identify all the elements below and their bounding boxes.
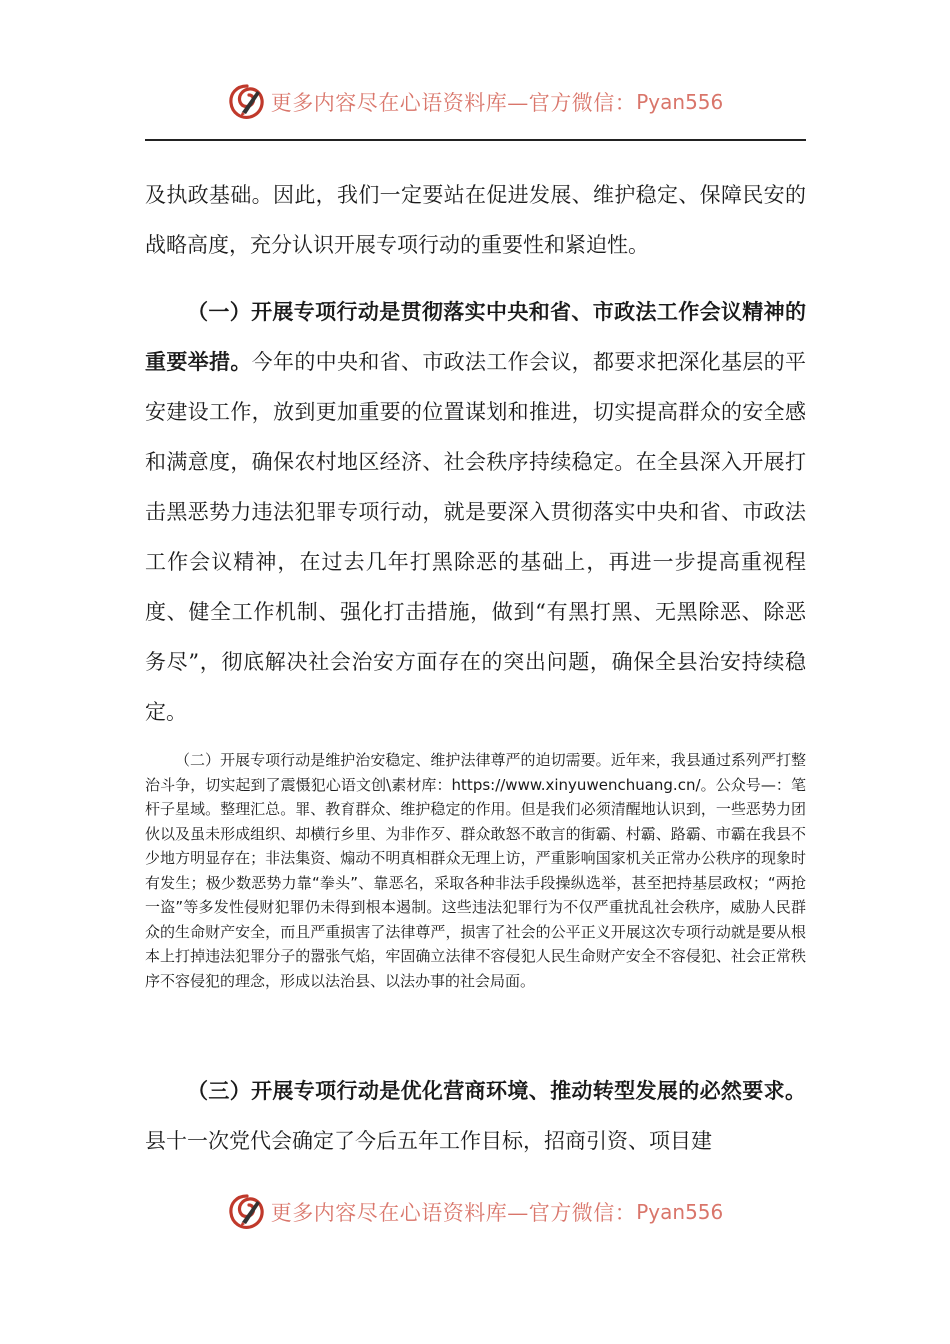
section-three-heading: （三）开展专项行动是优化营商环境、推动转型发展的必然要求。 xyxy=(187,1078,806,1103)
header-banner xyxy=(0,82,950,122)
section-one-heading: （一）开展专项行动是贯彻落实中央和省、市政法工作会议精神的重要举措。 xyxy=(145,299,806,374)
section-one-text: 今年的中央和省、市政法工作会议，都要求把深化基层的平安建设工作，放到更加重要的位置谋划和推进，切实提高群众的安全感和满意度，确保农村地区经济、社会秩序持续稳定。在全县深入开展打击黑恶势力违法犯罪专项行动，就是要深入贯彻落实中央和省、市政法工作会议精神，在过去几年打黑除恶的基础上，再进一步提高重视程度、健全工作机制、强化打击措施，做到“有黑打黑、无黑除恶、除恶务尽”，彻底解决社会治安方面存在的突出问题，确保全县治安持续稳定。 xyxy=(145,350,807,724)
header-divider xyxy=(145,139,806,141)
header-banner-id: Pyan556 xyxy=(636,90,724,114)
header-banner-text: 更多内容尽在心语资料库—官方微信： xyxy=(270,91,637,115)
paragraph-intro: 及执政基础。因此，我们一定要站在促进发展、维护稳定、保障民安的战略高度，充分认识开展专项行动的重要性和紧迫性。 xyxy=(145,183,806,257)
footer-banner xyxy=(0,1192,950,1232)
paragraph-section-one xyxy=(145,287,806,737)
paragraph-section-two: （二）开展专项行动是维护治安稳定、维护法律尊严的迫切需要。近年来，我县通过系列严打整治斗争，切实起到了震慑犯心语文创\素材库：https://www.xinyuwenchuang.cn/。公众号—：笔杆子星域。整理汇总。罪、教育群众、维护稳定的作用。但是我们必须清醒地认识到，一些恶势力团伙以及虽未形成组织、却横行乡里、为非作歹、群众敢怒不敢言的街霸、村霸、路霸、市霸在我县不少地方明显存在；非法集资、煽动不明真相群众无理上访，严重影响国家机关正常办公秩序的现象时有发生；极少数恶势力靠“拳头”、靠恶名，采取各种非法手段操纵选举，甚至把持基层政权；“两抢一盗”等多发性侵财犯罪仍未得到根本遏制。这些违法犯罪行为不仅严重扰乱社会秩序，威胁人民群众的生命财产安全，而且严重损害了法律尊严，损害了社会的公平正义开展这次专项行动就是要从根本上打掉违法犯罪分子的嚣张气焰，牢固确立法律不容侵犯人民生命财产安全不容侵犯、社会正常秩序不容侵犯的理念，形成以法治县、以法办事的社会局面。 xyxy=(145,751,806,990)
paragraph-section-three xyxy=(145,1066,806,1166)
brush-logo-icon xyxy=(227,1192,267,1232)
footer-banner-text: 更多内容尽在心语资料库—官方微信： xyxy=(270,1201,637,1225)
section-three-text: 县十一次党代会确定了今后五年工作目标，招商引资、项目建 xyxy=(145,1129,712,1153)
footer-banner-id: Pyan556 xyxy=(636,1200,724,1224)
brush-logo-icon xyxy=(227,82,267,122)
